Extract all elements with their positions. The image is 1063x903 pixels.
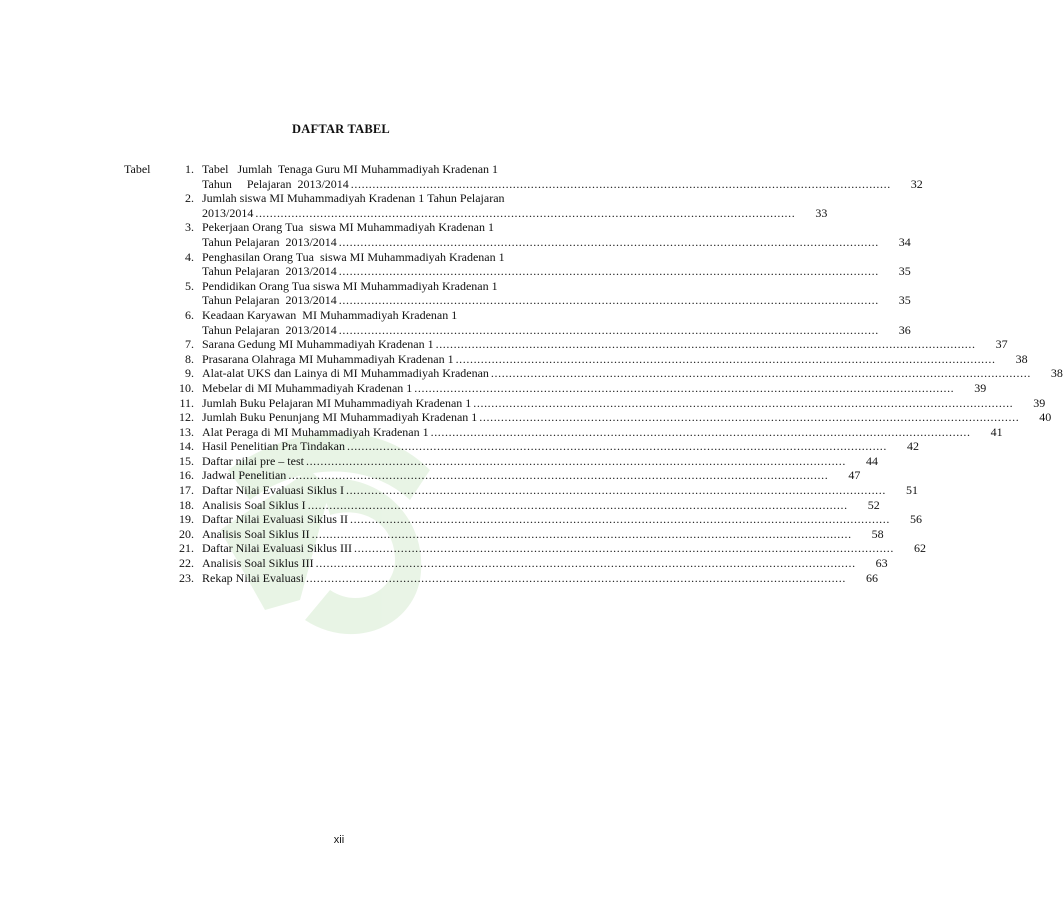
- tabel-label: Tabel: [124, 162, 151, 176]
- entry-page: 51: [905, 483, 918, 498]
- entry-number: 8.: [185, 351, 194, 366]
- dot-leader: [306, 454, 846, 469]
- toc-entry: [124, 439, 919, 454]
- entry-title: Pendidikan Orang Tua siswa MI Muhammadiyah Kradenan 1: [202, 278, 498, 293]
- entry-title: Keadaan Karyawan MI Muhammadiyah Kradenan 1: [202, 307, 458, 322]
- entry-title: Penghasilan Orang Tua siswa MI Muhammadiyah Kradenan 1: [202, 249, 505, 264]
- dot-leader: [414, 381, 954, 396]
- entry-number: 23.: [179, 570, 194, 585]
- tabel-label: [124, 454, 164, 469]
- entry-title: Tahun Pelajaran 2013/2014: [202, 234, 337, 249]
- tabel-label: [124, 191, 164, 220]
- toc-entry: [124, 424, 1003, 440]
- entry-number: 18.: [179, 497, 194, 512]
- toc-entry: [124, 497, 880, 513]
- entry-page: 63: [875, 556, 888, 571]
- toc-entry: [124, 468, 861, 483]
- dot-leader: [346, 483, 886, 498]
- entry-number: 2.: [185, 191, 194, 206]
- entry-page: 33: [815, 205, 828, 220]
- toc-entry: [124, 337, 1008, 352]
- toc-entry: [124, 249, 911, 279]
- entry-title: Analisis Soal Siklus II: [202, 526, 310, 541]
- entry-title: Daftar Nilai Evaluasi Siklus III: [202, 541, 352, 556]
- toc-entry: [124, 453, 878, 469]
- entry-title: Prasarana Olahraga MI Muhammadiyah Kradenan 1: [202, 351, 454, 366]
- entry-title: Jumlah siswa MI Muhammadiyah Kradenan 1 Tahun Pelajaran: [202, 191, 505, 206]
- tabel-label: [124, 512, 164, 527]
- toc-entry: [124, 556, 888, 571]
- entry-page: 41: [990, 424, 1003, 439]
- dot-leader: [339, 235, 879, 250]
- toc-entry: [124, 191, 828, 220]
- toc-entry: [124, 570, 878, 586]
- entry-page: 56: [909, 512, 922, 527]
- toc-entry: [124, 410, 1052, 425]
- toc-entry: [124, 483, 918, 498]
- dot-leader: [350, 512, 890, 527]
- entry-title: Analisis Soal Siklus III: [202, 556, 314, 571]
- tabel-label: [124, 366, 164, 381]
- entry-number: 22.: [179, 556, 194, 571]
- entry-page: 42: [907, 439, 919, 454]
- tabel-label: [124, 425, 164, 440]
- entry-title: Rekap Nilai Evaluasi: [202, 570, 304, 585]
- dot-leader: [316, 556, 856, 571]
- entry-number: 1.: [185, 162, 194, 176]
- entry-number: 16.: [179, 468, 194, 483]
- entry-title: Alat Peraga di MI Muhammadiyah Kradenan 1: [202, 424, 429, 439]
- entry-title: Analisis Soal Siklus I: [202, 497, 306, 512]
- tabel-label: [124, 381, 164, 396]
- entry-number: 4.: [185, 249, 194, 264]
- entry-title: Pekerjaan Orang Tua siswa MI Muhammadiyah Kradenan 1: [202, 220, 494, 235]
- dot-leader: [351, 177, 891, 192]
- toc-entry: [124, 278, 911, 308]
- dot-leader: [354, 541, 894, 556]
- entry-title: Tahun Pelajaran 2013/2014: [202, 176, 349, 191]
- entry-number: 21.: [179, 541, 194, 556]
- entry-number: 17.: [179, 483, 194, 498]
- dot-leader: [312, 527, 852, 542]
- entry-number: 5.: [185, 278, 194, 293]
- entry-number: 7.: [185, 337, 194, 352]
- entry-page: 35: [898, 264, 911, 279]
- entry-page: 66: [865, 570, 878, 585]
- entry-page: 32: [910, 176, 923, 191]
- entry-title: Tahun Pelajaran 2013/2014: [202, 293, 337, 308]
- tabel-label: [124, 279, 164, 308]
- page-number: xii: [333, 834, 345, 846]
- dot-leader: [308, 498, 848, 513]
- entry-number: 15.: [179, 453, 194, 468]
- dot-leader: [347, 439, 887, 454]
- tabel-label: [124, 220, 164, 249]
- entry-title: Daftar Nilai Evaluasi Siklus II: [202, 512, 348, 527]
- table-of-tables: [124, 162, 1063, 585]
- entry-number: 6.: [185, 307, 194, 322]
- dot-leader: [436, 337, 976, 352]
- entry-title: Tabel Jumlah Tenaga Guru MI Muhammadiyah Kradenan 1: [202, 162, 499, 176]
- tabel-label: [124, 352, 164, 367]
- toc-entry: [124, 162, 923, 191]
- entry-number: 13.: [179, 424, 194, 439]
- entry-title: Sarana Gedung MI Muhammadiyah Kradenan 1: [202, 337, 434, 352]
- entry-page: 52: [867, 497, 880, 512]
- toc-entry: [124, 307, 911, 337]
- entry-page: 37: [995, 337, 1008, 352]
- entry-page: 38: [1015, 351, 1028, 366]
- tabel-label: [124, 439, 164, 454]
- entry-number: 14.: [179, 439, 194, 454]
- entry-title: Daftar nilai pre – test: [202, 453, 304, 468]
- dot-leader: [339, 293, 879, 308]
- entry-page: 62: [913, 541, 926, 556]
- dot-leader: [339, 264, 879, 279]
- dot-leader: [491, 366, 1031, 381]
- entry-page: 36: [898, 322, 911, 337]
- entry-title: Hasil Penelitian Pra Tindakan: [202, 439, 345, 454]
- dot-leader: [431, 425, 971, 440]
- dot-leader: [306, 571, 846, 586]
- entry-page: 39: [974, 380, 987, 395]
- toc-entry: [124, 512, 922, 527]
- toc-entry: [124, 220, 911, 249]
- entry-title: Alat-alat UKS dan Lainya di MI Muhammadiyah Kradenan: [202, 366, 489, 381]
- entry-title: Jumlah Buku Penunjang MI Muhammadiyah Kradenan 1: [202, 410, 478, 425]
- toc-entry: [124, 351, 1028, 367]
- tabel-label: [124, 410, 164, 425]
- entry-page: 58: [871, 526, 884, 541]
- tabel-label: [124, 527, 164, 542]
- toc-entry: [124, 366, 1063, 381]
- entry-number: 11.: [179, 395, 194, 410]
- entry-number: 12.: [179, 410, 194, 425]
- entry-page: 40: [1039, 410, 1052, 425]
- entry-page: 35: [898, 293, 911, 308]
- dot-leader: [473, 396, 1013, 411]
- tabel-label: [124, 396, 164, 411]
- entry-number: 19.: [179, 512, 194, 527]
- entry-title: Mebelar di MI Muhammadiyah Kradenan 1: [202, 380, 413, 395]
- entry-number: 20.: [179, 526, 194, 541]
- entry-title: Tahun Pelajaran 2013/2014: [202, 264, 337, 279]
- toc-entry: [124, 395, 1046, 411]
- entry-title: Tahun Pelajaran 2013/2014: [202, 322, 337, 337]
- entry-page: 44: [865, 453, 878, 468]
- tabel-label: [124, 308, 164, 337]
- toc-entry: [124, 541, 926, 556]
- dot-leader: [339, 323, 879, 338]
- toc-entry: [124, 526, 884, 542]
- entry-title: 2013/2014: [202, 205, 254, 220]
- entry-number: 3.: [185, 220, 194, 235]
- entry-title: Jadwal Penelitian: [202, 468, 287, 483]
- entry-page: 34: [898, 234, 911, 249]
- page-title: DAFTAR TABEL: [292, 122, 390, 136]
- tabel-label: [124, 468, 164, 483]
- tabel-label: [124, 541, 164, 556]
- dot-leader: [255, 206, 795, 221]
- entry-title: Daftar Nilai Evaluasi Siklus I: [202, 483, 344, 498]
- tabel-label: [124, 571, 164, 586]
- entry-page: 38: [1050, 366, 1063, 381]
- entry-number: 9.: [185, 366, 194, 381]
- entry-title: Jumlah Buku Pelajaran MI Muhammadiyah Kradenan 1: [202, 395, 472, 410]
- entry-page: 47: [848, 468, 861, 483]
- tabel-label: [124, 483, 164, 498]
- tabel-label: [124, 337, 164, 352]
- dot-leader: [288, 468, 828, 483]
- tabel-label: [124, 250, 164, 279]
- dot-leader: [479, 410, 1019, 425]
- tabel-label: [124, 556, 164, 571]
- tabel-label: [124, 498, 164, 513]
- entry-page: 39: [1033, 395, 1046, 410]
- entry-number: 10.: [179, 380, 194, 395]
- dot-leader: [456, 352, 996, 367]
- toc-entry: [124, 380, 987, 396]
